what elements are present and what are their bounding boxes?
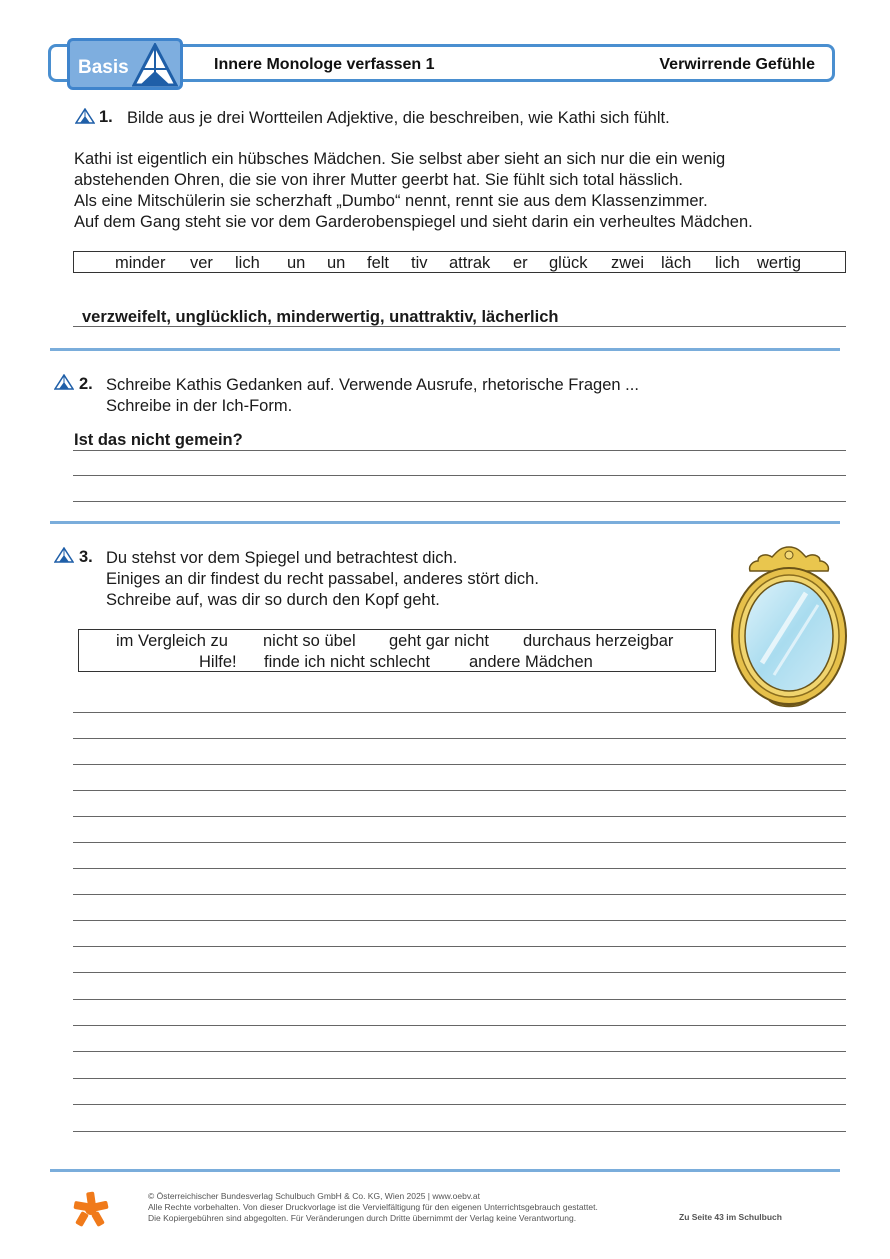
task3-instruction-line-1: Du stehst vor dem Spiegel und betrachtest dich. — [106, 549, 458, 567]
copyright-notice — [148, 1191, 598, 1224]
phrase: nicht so übel — [263, 632, 356, 650]
phrase: durchaus herzeigbar — [523, 632, 674, 650]
task1-answer: verzweifelt, unglücklich, minderwertig, unattraktiv, lächerlich — [82, 308, 559, 326]
level-triangle-icon — [75, 108, 95, 124]
syllable: ver — [190, 254, 213, 272]
phrase: finde ich nicht schlecht — [264, 653, 431, 671]
task3-instruction-line-2: Einiges an dir findest du recht passabel, anderes stört dich. — [106, 570, 539, 588]
answer-line[interactable] — [73, 999, 846, 1000]
footer-divider — [50, 1169, 840, 1172]
phrase: im Vergleich zu — [116, 632, 228, 650]
logo-label: Basis — [78, 57, 129, 78]
basis-logo — [67, 38, 183, 90]
phrase: Hilfe! — [199, 653, 237, 671]
level-triangle-icon — [54, 547, 74, 563]
syllable: attrak — [449, 254, 491, 272]
syllable-box — [73, 251, 846, 273]
answer-line[interactable] — [73, 790, 846, 791]
answer-line[interactable] — [73, 764, 846, 765]
answer-line[interactable] — [73, 972, 846, 973]
phrase: geht gar nicht — [389, 632, 489, 650]
task2-instruction-line-1: Schreibe Kathis Gedanken auf. Verwende Ausrufe, rhetorische Fragen ... — [106, 376, 639, 394]
syllable: er — [513, 254, 528, 272]
syllable: wertig — [757, 254, 802, 272]
task1-story-line-2: abstehenden Ohren, die sie von ihrer Mutter geerbt hat. Sie fühlt sich total hässlich. — [74, 171, 684, 189]
publisher-logo-icon — [72, 1190, 110, 1228]
task1-instruction: Bilde aus je drei Wortteilen Adjektive, die beschreiben, wie Kathi sich fühlt. — [127, 109, 670, 127]
task3-instruction-line-3: Schreibe auf, was dir so durch den Kopf geht. — [106, 591, 440, 609]
answer-line[interactable] — [73, 738, 846, 739]
mirror-illustration — [728, 543, 850, 709]
task2-example-answer: Ist das nicht gemein? — [74, 431, 243, 449]
syllable: un — [287, 254, 306, 272]
answer-line[interactable] — [73, 475, 846, 476]
worksheet-title: Innere Monologe verfassen 1 — [214, 56, 435, 73]
answer-line[interactable] — [73, 842, 846, 843]
answer-line[interactable] — [73, 1025, 846, 1026]
task1-story-line-3: Als eine Mitschülerin sie scherzhaft „Dumbo“ nennt, rennt sie aus dem Klassenzimmer. — [74, 192, 708, 210]
phrase-box — [78, 629, 716, 672]
syllable: lich — [235, 254, 260, 272]
answer-line[interactable] — [73, 450, 846, 451]
answer-line[interactable] — [73, 816, 846, 817]
task1-story-line-4: Auf dem Gang steht sie vor dem Garderobenspiegel und sieht darin ein verheultes Mädchen. — [74, 213, 753, 231]
answer-line[interactable] — [73, 1104, 846, 1105]
task2-instruction-line-2: Schreibe in der Ich-Form. — [106, 397, 293, 415]
triangle-logo-icon — [132, 43, 178, 87]
syllable: lich — [715, 254, 740, 272]
answer-line[interactable] — [73, 1131, 846, 1132]
copyright-line: © Österreichischer Bundesverlag Schulbuch GmbH & Co. KG, Wien 2025 | www.oebv.at — [148, 1191, 480, 1201]
answer-line[interactable] — [73, 712, 846, 713]
page-reference: Zu Seite 43 im Schulbuch — [679, 1212, 782, 1222]
copyright-line: Alle Rechte vorbehalten. Von dieser Druckvorlage ist die Vervielfältigung für den eigenen Unterrichtsgebrauch gestattet. — [148, 1202, 598, 1212]
answer-line[interactable] — [73, 501, 846, 502]
syllable: zwei — [611, 254, 645, 272]
answer-line[interactable] — [73, 946, 846, 947]
answer-line[interactable] — [73, 894, 846, 895]
syllable: felt — [367, 254, 390, 272]
phrase: andere Mädchen — [469, 653, 593, 671]
task1-story-line-1: Kathi ist eigentlich ein hübsches Mädchen. Sie selbst aber sieht an sich nur die ein wenig — [74, 150, 726, 168]
answer-line[interactable] — [73, 326, 846, 327]
task3-number: 3. — [79, 548, 93, 566]
syllable: glück — [549, 254, 588, 272]
answer-line[interactable] — [73, 1078, 846, 1079]
syllable: un — [327, 254, 346, 272]
copyright-line: Die Kopiergebühren sind abgegolten. Für Veränderungen durch Dritte übernimmt der Verlag keine Verantwortung. — [148, 1213, 577, 1223]
answer-line[interactable] — [73, 868, 846, 869]
section-divider — [50, 348, 840, 351]
task1-number: 1. — [99, 108, 113, 126]
answer-line[interactable] — [73, 1051, 846, 1052]
level-triangle-icon — [54, 374, 74, 390]
section-divider — [50, 521, 840, 524]
answer-line[interactable] — [73, 920, 846, 921]
syllable: läch — [661, 254, 692, 272]
task2-number: 2. — [79, 375, 93, 393]
worksheet-topic: Verwirrende Gefühle — [659, 56, 815, 73]
syllable: tiv — [411, 254, 428, 272]
syllable: minder — [115, 254, 166, 272]
